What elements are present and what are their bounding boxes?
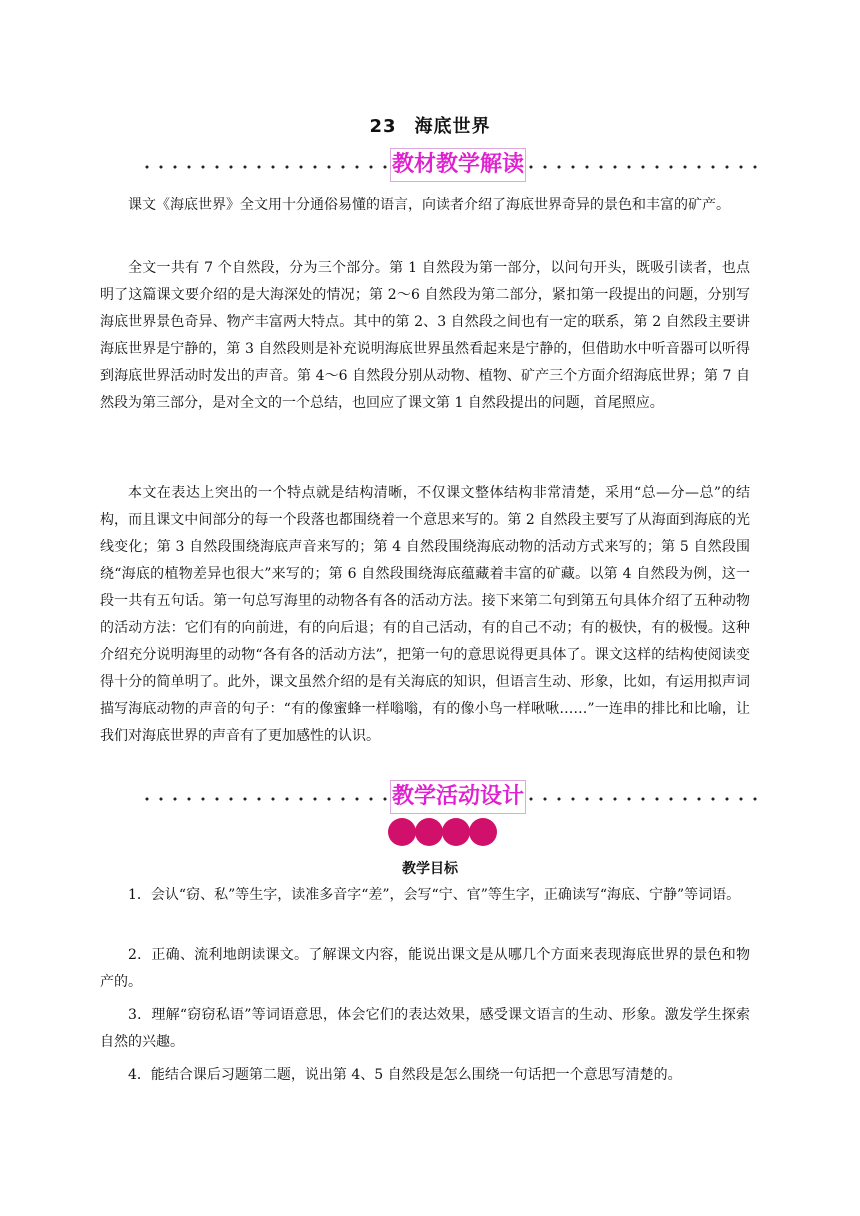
circle-decoration: [415, 818, 443, 846]
paragraph: 全文一共有 7 个自然段，分为三个部分。第 1 自然段为第一部分，以问句开头，既吸引读者，也点明了这篇课文要介绍的是大海深处的情况；第 2～6 自然段为第二部分，紧扣第一段提出的问题，分别写海底世界景色奇异、物产丰富两大特点。其中的第 2、3 自然段之间也有一定的联系，第 2 自然段主要讲海底世界是宁静的，第 3 自然段则是补充说明海底世界虽然看起来是宁静的，但借助水中听音器可以听得到海底世界活动时发出的声音。第 4～6 自然段分别从动物、植物、矿产三个方面介绍海底世界；第 7 自然段为第三部分，是对全文的一个总结，也回应了课文第 1 自然段提出的问题，首尾照应。: [100, 260, 750, 411]
dotted-rule-left: [140, 795, 390, 803]
section-label: 教学活动设计: [390, 780, 526, 814]
goal-item: 3．理解“窃窃私语”等词语意思，体会它们的表达效果，感受课文语言的生动、形象。激发学生探索自然的兴趣。: [100, 1007, 750, 1050]
subheading: 教学目标: [402, 861, 458, 877]
lesson-number: 23: [369, 116, 397, 137]
section-banner-textbook: [140, 148, 760, 184]
paragraph: 本文在表达上突出的一个特点就是结构清晰，不仅课文整体结构非常清楚，采用“总—分—总”的结构，而且课文中间部分的每一个段落也都围绕着一个意思来写的。第 2 自然段主要写了从海面到海底的光线变化；第 3 自然段围绕海底声音来写的；第 4 自然段围绕海底动物的活动方式来写的；第 5 自然段围绕“海底的植物差异也很大”来写的；第 6 自然段围绕海底蕴藏着丰富的矿藏。以第 4 自然段为例，这一段一共有五句话。第一句总写海里的动物各有各的活动方法。接下来第二句到第五句具体介绍了五种动物的活动方法：它们有的向前进，有的向后退；有的自己活动，有的自己不动；有的极快，有的极慢。这种介绍充分说明海里的动物“各有各的活动方法”，把第一句的意思说得更具体了。课文这样的结构使阅读变得十分的简单明了。此外，课文虽然介绍的是有关海底的知识，但语言生动、形象，比如，有运用拟声词描写海底动物的声音的句子：“有的像蜜蜂一样嗡嗡，有的像小鸟一样啾啾……”一连串的排比和比喻，让我们对海底世界的声音有了更加感性的认识。: [100, 485, 750, 744]
dotted-rule-right: [524, 795, 760, 803]
circle-decoration: [442, 818, 470, 846]
lesson-name: 海底世界: [414, 116, 491, 137]
dotted-rule-left: [140, 163, 390, 171]
section-label: 教材教学解读: [390, 148, 526, 182]
goal-item: 1．会认“窃、私”等生字，读准多音字“差”，会写“宁、官”等生字，正确读写“海底、宁静”等词语。: [128, 887, 741, 903]
section-banner-activity: [140, 780, 760, 816]
circle-decoration: [388, 818, 416, 846]
goal-item: 4．能结合课后习题第二题，说出第 4、5 自然段是怎么围绕一句话把一个意思写清楚的。: [128, 1067, 682, 1083]
paragraph: 课文《海底世界》全文用十分通俗易懂的语言，向读者介绍了海底世界奇异的景色和丰富的矿产。: [128, 197, 730, 213]
goal-item: 2．正确、流利地朗读课文。了解课文内容，能说出课文是从哪几个方面来表现海底世界的景色和物产的。: [100, 947, 750, 990]
dotted-rule-right: [524, 163, 760, 171]
lesson-title: [0, 112, 860, 138]
decorative-circles: [388, 818, 508, 848]
circle-decoration: [469, 818, 497, 846]
